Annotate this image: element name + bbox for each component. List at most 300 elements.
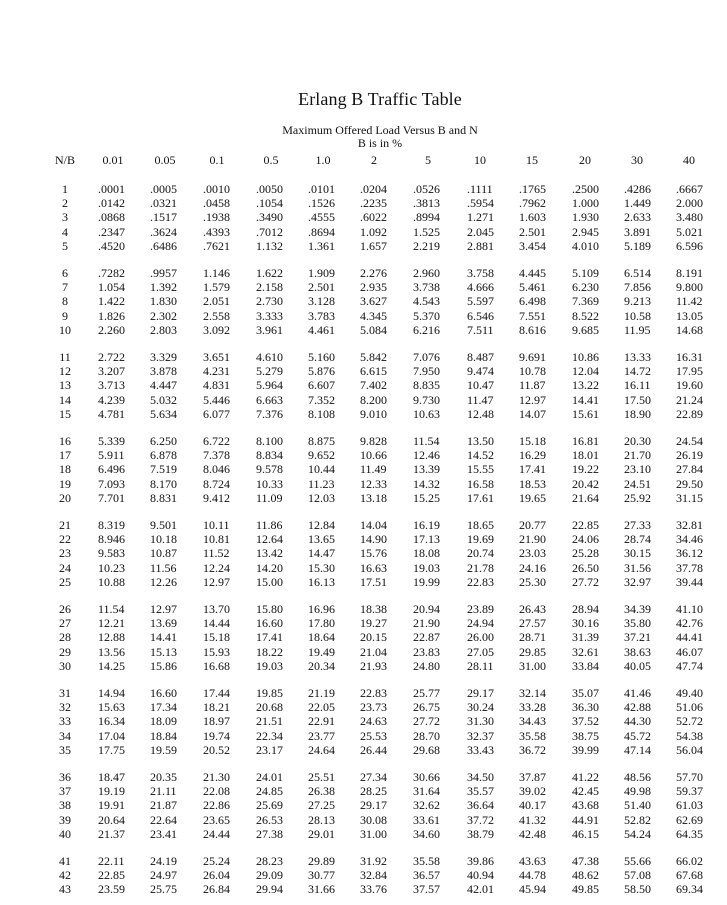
table-cell: 1.826 xyxy=(98,308,125,323)
table-cell: 35.57 xyxy=(467,784,494,799)
table-cell: 27.72 xyxy=(572,574,599,589)
table-cell: 1.092 xyxy=(360,224,387,239)
table-row xyxy=(0,561,727,575)
table-cell: 12.21 xyxy=(98,616,125,631)
table-cell: 26.84 xyxy=(203,882,230,897)
table-cell: .2347 xyxy=(98,224,125,239)
table-cell: 8.834 xyxy=(256,448,283,463)
table-cell: 24.19 xyxy=(150,854,177,868)
table-cell: 38.75 xyxy=(572,728,599,743)
table-cell: 17.80 xyxy=(308,616,335,631)
header-blocking-0.01: 0.01 xyxy=(102,153,124,167)
table-cell: 5.634 xyxy=(150,406,177,421)
table-cell: 27.34 xyxy=(360,770,387,784)
table-cell: .3624 xyxy=(150,224,177,239)
table-cell: 7.511 xyxy=(467,322,494,337)
table-cell: 32.62 xyxy=(413,798,440,813)
table-row xyxy=(0,575,727,589)
table-cell: 20.35 xyxy=(150,770,177,784)
row-n-label: 12 xyxy=(59,364,71,379)
table-cell: 29.94 xyxy=(256,882,283,897)
table-cell: 16.60 xyxy=(150,686,177,700)
table-cell: 13.33 xyxy=(624,350,651,364)
table-cell: 30.24 xyxy=(467,700,494,715)
table-cell: 10.47 xyxy=(467,378,494,393)
table-cell: 18.97 xyxy=(203,714,230,729)
table-cell: 1.525 xyxy=(413,224,440,239)
table-cell: 46.07 xyxy=(676,644,703,659)
table-cell: 17.50 xyxy=(624,392,651,407)
table-cell: 3.783 xyxy=(308,308,335,323)
table-cell: 42.76 xyxy=(676,616,703,631)
row-n-label: 37 xyxy=(59,784,71,799)
table-cell: 26.04 xyxy=(203,868,230,883)
table-cell: 6.077 xyxy=(203,406,230,421)
table-cell: 6.498 xyxy=(519,294,546,309)
table-cell: 24.80 xyxy=(413,658,440,673)
table-cell: 1.909 xyxy=(308,266,335,280)
header-blocking-15: 15 xyxy=(526,153,538,167)
table-row xyxy=(0,266,727,280)
table-cell: 15.61 xyxy=(572,406,599,421)
table-cell: 45.94 xyxy=(519,882,546,897)
table-cell: .1938 xyxy=(203,210,230,225)
table-cell: 11.54 xyxy=(98,602,125,616)
table-cell: 24.54 xyxy=(676,434,703,448)
table-cell: .5954 xyxy=(467,196,494,211)
table-cell: 13.56 xyxy=(98,644,125,659)
header-blocking-2: 2 xyxy=(371,153,377,167)
row-n-label: 36 xyxy=(59,770,71,784)
table-cell: 17.41 xyxy=(519,462,546,477)
table-cell: 14.07 xyxy=(519,406,546,421)
table-cell: 25.28 xyxy=(572,546,599,561)
table-cell: 34.50 xyxy=(467,770,494,784)
table-cell: 22.89 xyxy=(676,406,703,421)
table-cell: 28.25 xyxy=(360,784,387,799)
table-cell: 30.66 xyxy=(413,770,440,784)
table-cell: 32.81 xyxy=(676,518,703,532)
table-cell: 10.81 xyxy=(203,532,230,547)
table-cell: 20.15 xyxy=(360,630,387,645)
table-cell: .0005 xyxy=(150,182,177,196)
table-cell: 21.90 xyxy=(413,616,440,631)
table-row xyxy=(0,546,727,560)
table-cell: 12.97 xyxy=(519,392,546,407)
table-cell: 15.55 xyxy=(467,462,494,477)
table-cell: 2.260 xyxy=(98,322,125,337)
table-cell: 20.34 xyxy=(308,658,335,673)
table-cell: 27.84 xyxy=(676,462,703,477)
table-cell: 30.15 xyxy=(624,546,651,561)
table-cell: 57.08 xyxy=(624,868,651,883)
table-cell: 22.05 xyxy=(308,700,335,715)
table-cell: .7621 xyxy=(203,238,230,253)
table-cell: 25.51 xyxy=(308,770,335,784)
table-cell: 33.84 xyxy=(572,658,599,673)
table-cell: 30.08 xyxy=(360,812,387,827)
table-cell: 24.44 xyxy=(203,826,230,841)
row-n-label: 15 xyxy=(59,406,71,421)
table-row xyxy=(0,182,727,196)
table-cell: 2.803 xyxy=(150,322,177,337)
table-cell: 25.75 xyxy=(150,882,177,897)
table-row xyxy=(0,434,727,448)
table-cell: 14.90 xyxy=(360,532,387,547)
table-cell: 28.70 xyxy=(413,728,440,743)
row-n-label: 34 xyxy=(59,728,71,743)
table-cell: 13.42 xyxy=(256,546,283,561)
table-cell: 36.57 xyxy=(413,868,440,883)
table-cell: 7.402 xyxy=(360,378,387,393)
row-n-label: 27 xyxy=(59,616,71,631)
table-cell: 3.128 xyxy=(308,294,335,309)
table-cell: 6.230 xyxy=(572,280,599,295)
table-cell: 3.758 xyxy=(467,266,494,280)
table-cell: 21.37 xyxy=(98,826,125,841)
table-cell: 29.17 xyxy=(467,686,494,700)
table-cell: 9.474 xyxy=(467,364,494,379)
table-subtitle xyxy=(0,124,727,150)
table-cell: 35.58 xyxy=(413,854,440,868)
table-cell: 6.878 xyxy=(150,448,177,463)
table-cell: .3813 xyxy=(413,196,440,211)
table-row xyxy=(0,491,727,505)
table-cell: 7.093 xyxy=(98,476,125,491)
table-cell: 22.64 xyxy=(150,812,177,827)
table-cell: 27.25 xyxy=(308,798,335,813)
table-cell: .4555 xyxy=(308,210,335,225)
table-cell: 11.95 xyxy=(624,322,651,337)
table-cell: 64.35 xyxy=(676,826,703,841)
table-cell: 22.11 xyxy=(98,854,125,868)
table-cell: 32.61 xyxy=(572,644,599,659)
table-cell: 20.94 xyxy=(413,602,440,616)
table-cell: .7012 xyxy=(256,224,283,239)
table-cell: 1.657 xyxy=(360,238,387,253)
table-cell: 31.00 xyxy=(519,658,546,673)
table-cell: .6667 xyxy=(676,182,703,196)
table-cell: 16.60 xyxy=(256,616,283,631)
table-cell: 47.74 xyxy=(676,658,703,673)
table-cell: 34.60 xyxy=(413,826,440,841)
table-cell: 44.30 xyxy=(624,714,651,729)
table-cell: 8.522 xyxy=(572,308,599,323)
table-row xyxy=(0,378,727,392)
table-cell: 51.06 xyxy=(676,700,703,715)
table-cell: 2.219 xyxy=(413,238,440,253)
table-cell: 3.961 xyxy=(256,322,283,337)
table-row xyxy=(0,280,727,294)
table-cell: 5.597 xyxy=(467,294,494,309)
table-cell: 19.27 xyxy=(360,616,387,631)
table-cell: 1.054 xyxy=(98,280,125,295)
table-cell: 15.13 xyxy=(150,644,177,659)
page-title: Erlang B Traffic Table xyxy=(298,89,462,109)
subtitle-line-1: Maximum Offered Load Versus B and N xyxy=(282,123,478,137)
table-cell: 5.370 xyxy=(413,308,440,323)
table-cell: .0050 xyxy=(256,182,283,196)
table-cell: 61.03 xyxy=(676,798,703,813)
table-row xyxy=(0,407,727,421)
table-cell: 9.691 xyxy=(519,350,546,364)
table-cell: 5.084 xyxy=(360,322,387,337)
table-cell: 42.45 xyxy=(572,784,599,799)
table-cell: 1.579 xyxy=(203,280,230,295)
table-cell: 21.90 xyxy=(519,532,546,547)
table-cell: 4.447 xyxy=(150,378,177,393)
table-cell: 7.076 xyxy=(413,350,440,364)
table-cell: 6.663 xyxy=(256,392,283,407)
table-cell: 5.461 xyxy=(519,280,546,295)
table-cell: 24.01 xyxy=(256,770,283,784)
table-cell: 5.160 xyxy=(308,350,335,364)
header-blocking-20: 20 xyxy=(579,153,591,167)
row-n-label: 23 xyxy=(59,546,71,561)
table-cell: 23.83 xyxy=(413,644,440,659)
table-cell: 21.24 xyxy=(676,392,703,407)
table-cell: 66.02 xyxy=(676,854,703,868)
table-cell: 38.63 xyxy=(624,644,651,659)
row-n-label: 11 xyxy=(59,350,71,364)
table-cell: 1.146 xyxy=(203,266,230,280)
table-cell: 4.831 xyxy=(203,378,230,393)
table-cell: 11.23 xyxy=(308,476,335,491)
table-cell: 18.47 xyxy=(98,770,125,784)
table-cell: 12.26 xyxy=(150,574,177,589)
table-cell: 16.81 xyxy=(572,434,599,448)
table-cell: 22.87 xyxy=(413,630,440,645)
table-cell: 34.43 xyxy=(519,714,546,729)
table-cell: 2.935 xyxy=(360,280,387,295)
table-row xyxy=(0,518,727,532)
table-cell: 7.519 xyxy=(150,462,177,477)
table-row xyxy=(0,393,727,407)
table-cell: .9957 xyxy=(150,266,177,280)
table-cell: 10.63 xyxy=(413,406,440,421)
table-cell: 18.22 xyxy=(256,644,283,659)
table-cell: 5.109 xyxy=(572,266,599,280)
table-cell: 14.94 xyxy=(98,686,125,700)
table-cell: 37.52 xyxy=(572,714,599,729)
table-cell: 18.90 xyxy=(624,406,651,421)
table-cell: 19.60 xyxy=(676,378,703,393)
table-cell: 33.76 xyxy=(360,882,387,897)
table-cell: 21.87 xyxy=(150,798,177,813)
header-blocking-30: 30 xyxy=(631,153,643,167)
table-cell: 5.911 xyxy=(98,448,125,463)
header-blocking-0.5: 0.5 xyxy=(263,153,279,167)
table-cell: 33.28 xyxy=(519,700,546,715)
table-cell: 26.38 xyxy=(308,784,335,799)
row-n-label: 16 xyxy=(59,434,71,448)
table-cell: 35.07 xyxy=(572,686,599,700)
table-cell: 6.216 xyxy=(413,322,440,337)
table-cell: 10.18 xyxy=(150,532,177,547)
table-cell: 21.51 xyxy=(256,714,283,729)
table-cell: 59.37 xyxy=(676,784,703,799)
table-cell: 12.97 xyxy=(203,574,230,589)
row-n-label: 7 xyxy=(62,280,68,295)
table-cell: 19.22 xyxy=(572,462,599,477)
table-cell: 32.37 xyxy=(467,728,494,743)
table-cell: 8.835 xyxy=(413,378,440,393)
table-cell: 31.15 xyxy=(676,490,703,505)
table-cell: 15.76 xyxy=(360,546,387,561)
table-cell: 16.68 xyxy=(203,658,230,673)
table-cell: 4.010 xyxy=(572,238,599,253)
table-cell: 3.207 xyxy=(98,364,125,379)
table-cell: 1.000 xyxy=(572,196,599,211)
table-cell: 18.08 xyxy=(413,546,440,561)
table-cell: 33.43 xyxy=(467,742,494,757)
table-cell: 19.74 xyxy=(203,728,230,743)
table-cell: 2.730 xyxy=(256,294,283,309)
table-cell: 8.875 xyxy=(308,434,335,448)
table-cell: 2.558 xyxy=(203,308,230,323)
table-cell: 2.960 xyxy=(413,266,440,280)
row-n-label: 10 xyxy=(59,322,71,337)
table-cell: 29.85 xyxy=(519,644,546,659)
table-cell: 12.84 xyxy=(308,518,335,532)
table-cell: 6.615 xyxy=(360,364,387,379)
table-cell: 12.33 xyxy=(360,476,387,491)
table-cell: 10.44 xyxy=(308,462,335,477)
table-cell: 1.271 xyxy=(467,210,494,225)
table-row xyxy=(0,210,727,224)
table-cell: 49.85 xyxy=(572,882,599,897)
table-cell: 27.57 xyxy=(519,616,546,631)
table-cell: 15.25 xyxy=(413,490,440,505)
table-cell: 15.18 xyxy=(519,434,546,448)
table-cell: 2.276 xyxy=(360,266,387,280)
table-cell: 23.89 xyxy=(467,602,494,616)
table-cell: .0526 xyxy=(413,182,440,196)
table-cell: 43.63 xyxy=(519,854,546,868)
table-cell: 41.32 xyxy=(519,812,546,827)
table-row xyxy=(0,645,727,659)
table-cell: 5.279 xyxy=(256,364,283,379)
table-cell: 8.831 xyxy=(150,490,177,505)
table-cell: 25.77 xyxy=(413,686,440,700)
row-n-label: 41 xyxy=(59,854,71,868)
table-cell: 20.64 xyxy=(98,812,125,827)
table-cell: 3.878 xyxy=(150,364,177,379)
table-cell: 17.44 xyxy=(203,686,230,700)
table-cell: 7.378 xyxy=(203,448,230,463)
table-cell: 22.91 xyxy=(308,714,335,729)
row-n-label: 26 xyxy=(59,602,71,616)
table-row xyxy=(0,532,727,546)
table-cell: 62.69 xyxy=(676,812,703,827)
table-row xyxy=(0,784,727,798)
table-cell: 25.30 xyxy=(519,574,546,589)
table-cell: 14.47 xyxy=(308,546,335,561)
table-cell: 6.546 xyxy=(467,308,494,323)
table-cell: 10.86 xyxy=(572,350,599,364)
table-cell: 16.11 xyxy=(624,378,651,393)
row-n-label: 18 xyxy=(59,462,71,477)
table-cell: 29.09 xyxy=(256,868,283,883)
table-cell: 18.21 xyxy=(203,700,230,715)
table-cell: 10.87 xyxy=(150,546,177,561)
table-cell: 19.49 xyxy=(308,644,335,659)
table-cell: 19.85 xyxy=(256,686,283,700)
table-cell: 1.392 xyxy=(150,280,177,295)
table-cell: 20.74 xyxy=(467,546,494,561)
row-n-label: 24 xyxy=(59,560,71,575)
table-cell: 5.339 xyxy=(98,434,125,448)
table-cell: 37.87 xyxy=(519,770,546,784)
table-cell: .1111 xyxy=(467,182,493,196)
table-cell: 41.22 xyxy=(572,770,599,784)
table-cell: 14.68 xyxy=(676,322,703,337)
table-cell: 13.65 xyxy=(308,532,335,547)
table-cell: 38.79 xyxy=(467,826,494,841)
table-cell: 5.842 xyxy=(360,350,387,364)
table-cell: 20.30 xyxy=(624,434,651,448)
table-cell: 17.41 xyxy=(256,630,283,645)
table-cell: 24.63 xyxy=(360,714,387,729)
table-cell: 27.33 xyxy=(624,518,651,532)
table-cell: 8.319 xyxy=(98,518,125,532)
table-cell: 21.19 xyxy=(308,686,335,700)
table-cell: 19.03 xyxy=(256,658,283,673)
table-cell: .3490 xyxy=(256,210,283,225)
table-cell: 9.583 xyxy=(98,546,125,561)
table-row xyxy=(0,196,727,210)
table-cell: 9.213 xyxy=(624,294,651,309)
table-cell: 2.945 xyxy=(572,224,599,239)
table-cell: 13.22 xyxy=(572,378,599,393)
table-cell: 35.80 xyxy=(624,616,651,631)
table-cell: 54.38 xyxy=(676,728,703,743)
row-n-label: 8 xyxy=(62,294,68,309)
table-cell: 37.57 xyxy=(413,882,440,897)
table-cell: 14.52 xyxy=(467,448,494,463)
table-cell: 3.092 xyxy=(203,322,230,337)
table-cell: 24.94 xyxy=(467,616,494,631)
table-cell: 8.724 xyxy=(203,476,230,491)
table-cell: 20.52 xyxy=(203,742,230,757)
table-cell: 51.40 xyxy=(624,798,651,813)
table-cell: 17.13 xyxy=(413,532,440,547)
table-cell: 6.722 xyxy=(203,434,230,448)
table-cell: 18.09 xyxy=(150,714,177,729)
table-cell: 42.48 xyxy=(519,826,546,841)
table-cell: 1.422 xyxy=(98,294,125,309)
table-cell: 7.551 xyxy=(519,308,546,323)
table-cell: 3.891 xyxy=(624,224,651,239)
table-cell: 41.10 xyxy=(676,602,703,616)
row-n-label: 33 xyxy=(59,714,71,729)
table-cell: .0204 xyxy=(360,182,387,196)
table-cell: 2.722 xyxy=(98,350,125,364)
row-n-label: 1 xyxy=(62,182,68,196)
table-cell: 18.64 xyxy=(308,630,335,645)
table-cell: 58.50 xyxy=(624,882,651,897)
table-cell: 25.92 xyxy=(624,490,651,505)
table-row xyxy=(0,294,727,308)
table-cell: 28.74 xyxy=(624,532,651,547)
table-cell: 14.20 xyxy=(256,560,283,575)
table-cell: 10.11 xyxy=(203,518,230,532)
table-cell: 14.25 xyxy=(98,658,125,673)
table-cell: 26.50 xyxy=(572,560,599,575)
table-cell: 24.06 xyxy=(572,532,599,547)
table-cell: 55.66 xyxy=(624,854,651,868)
table-cell: 30.16 xyxy=(572,616,599,631)
